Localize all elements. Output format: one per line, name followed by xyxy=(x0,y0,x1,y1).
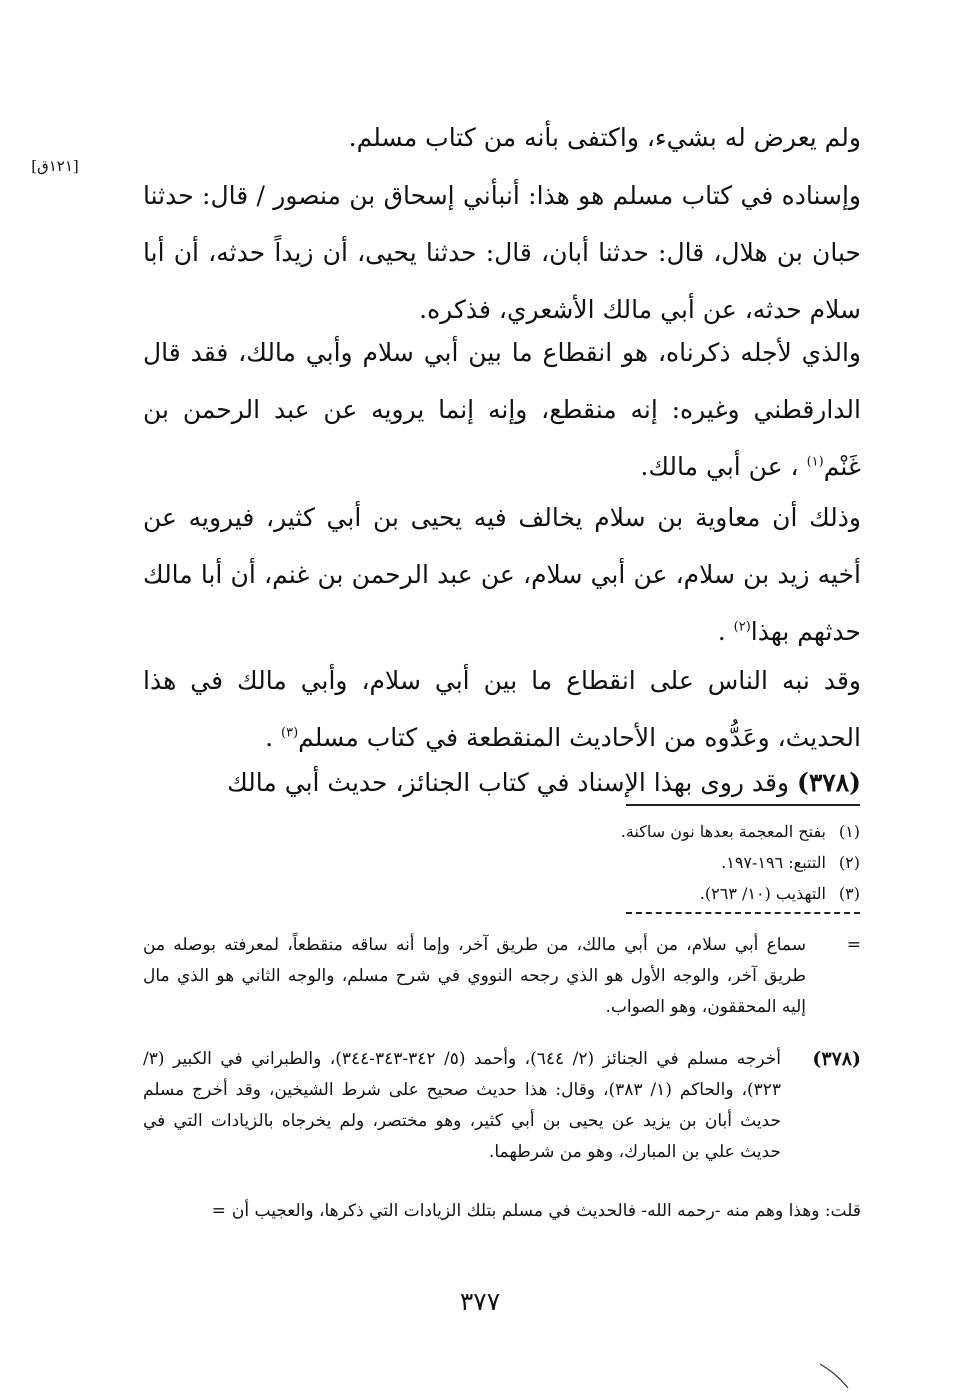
footnote-3 xyxy=(380,878,860,909)
note-number: (٣٧٨) xyxy=(812,1048,861,1070)
footnote-1 xyxy=(380,816,860,847)
footnote-number: (٢) xyxy=(838,853,860,872)
corner-mark-icon xyxy=(818,1362,858,1390)
footnote-number: (١) xyxy=(838,822,860,841)
footnote-text: التتبع: ١٩٦-١٩٧. xyxy=(721,853,826,872)
paragraph-6 xyxy=(143,754,861,811)
footnote-number: (٣) xyxy=(838,884,860,903)
note-continuation-text: سماع أبي سلام، من أبي مالك، من طريق آخر، وإما أنه ساقه منقطعاً، لمعرفته بوصله من طريق آخر، والوجه الأول هو الذي رجحه النووي في شرح مسلم، والوجه الثاني هو الذي مال إليه المحققون، وهو الصواب. xyxy=(143,935,806,1017)
note-continuation xyxy=(143,930,861,1023)
paragraph-6-text: وقد روى بهذا الإسناد في كتاب الجنائز، حديث أبي مالك xyxy=(227,768,790,797)
note-378 xyxy=(143,1044,861,1168)
footnote-ref-1[interactable]: (١) xyxy=(806,454,824,470)
paragraph-1 xyxy=(143,109,861,166)
paragraph-3-text: والذي لأجله ذكرناه، هو انقطاع ما بين أبي سلام وأبي مالك، فقد قال الدارقطني وغيره: إنه منقطع، وإنه إنما يرويه عن عبد الرحمن بن غَنْم xyxy=(143,338,861,481)
paragraph-3-text-end: ، عن أبي مالك. xyxy=(640,452,799,481)
paragraph-3 xyxy=(143,324,861,495)
note-comment xyxy=(143,1196,861,1227)
footnote-text: بفتح المعجمة بعدها نون ساكنة. xyxy=(620,822,826,841)
paragraph-4-text-end: . xyxy=(717,617,726,646)
note-comment-text: قلت: وهذا وهم منه -رحمه الله- فالحديث في مسلم بتلك الزيادات التي ذكرها، والعجيب أن xyxy=(231,1201,861,1221)
page-number: ٣٧٧ xyxy=(459,1287,501,1316)
manuscript-folio-note: [١٢١ق] xyxy=(31,157,79,175)
paragraph-5-text: وقد نبه الناس على انقطاع ما بين أبي سلام، وأبي مالك في هذا الحديث، وعَدُّوه من الأحاديث المنقطعة في كتاب مسلم xyxy=(143,666,861,752)
paragraph-5 xyxy=(143,652,861,766)
footnote-text: التهذيب (١٠/ ٢٦٣). xyxy=(699,884,826,903)
note-378-text: أخرجه مسلم في الجنائز (٢/ ٦٤٤)، وأحمد (٥/ ٣٤٢-٣٤٣-٣٤٤)، والطبراني في الكبير (٣/ ٣٢٣)، والحاكم (١/ ٣٨٣)، وقال: هذا حديث صحيح على شرط الشيخين، وقد أخرج مسلم حديث أبان بن يزيد عن يحيى بن أبي كثير، وهو مختصر، ولم يخرجاه بالزيادات التي في حديث علي بن المبارك، وهو من شرطهما. xyxy=(143,1049,782,1162)
paragraph-2 xyxy=(143,167,861,338)
paragraph-5-text-end: . xyxy=(265,723,274,752)
footnote-ref-3[interactable]: (٣) xyxy=(281,725,299,741)
paragraph-2-text: وإسناده في كتاب مسلم هو هذا: أنبأني إسحاق بن منصور / قال: حدثنا حبان بن هلال، قال: حدثنا أبان، قال: حدثنا يحيى، أن زيداً حدثه، أن أبا سلام حدثه، عن أبي مالك الأشعري، فذكره. xyxy=(143,181,861,324)
paragraph-1-text: ولم يعرض له بشيء، واكتفى بأنه من كتاب مسلم. xyxy=(348,123,861,152)
hadith-number: (٣٧٨) xyxy=(797,768,861,797)
footnotes xyxy=(380,816,860,909)
footnote-divider xyxy=(626,804,860,806)
continuation-marker: = xyxy=(846,935,861,955)
continues-marker: = xyxy=(211,1201,226,1221)
footnote-ref-2[interactable]: (٢) xyxy=(733,619,751,635)
paragraph-4-text: وذلك أن معاوية بن سلام يخالف فيه يحيى بن أبي كثير، فيرويه عن أخيه زيد بن سلام، عن أبي سلام، عن عبد الرحمن بن غنم، أن أبا مالك حدثهم بهذا xyxy=(143,503,861,646)
paragraph-4 xyxy=(143,489,861,660)
footnote-2 xyxy=(380,847,860,878)
notes-divider xyxy=(626,912,860,914)
